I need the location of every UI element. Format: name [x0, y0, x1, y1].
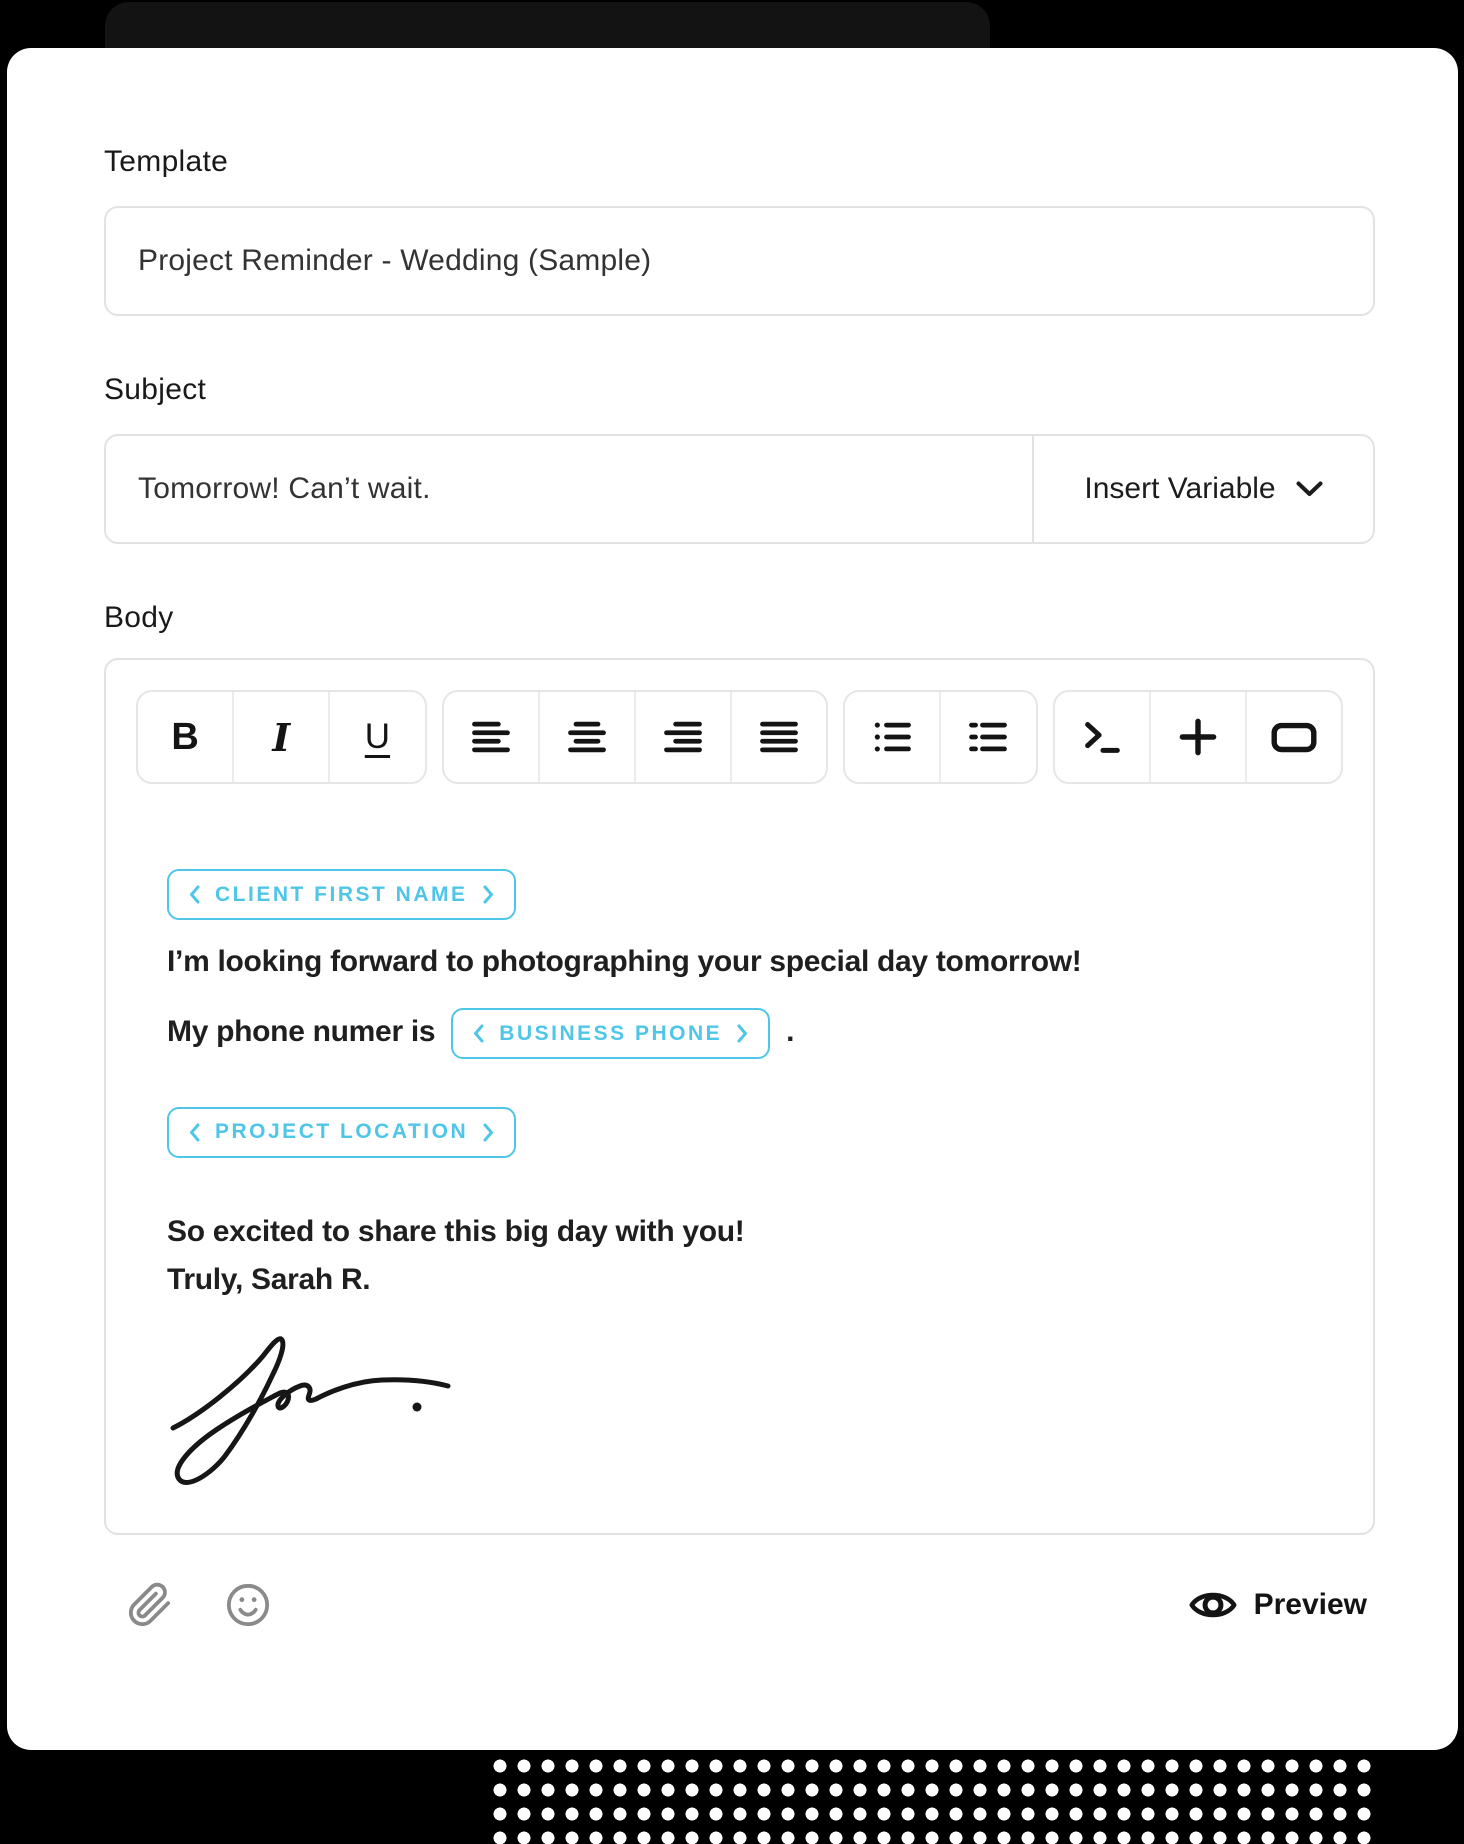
phone-period: . [786, 1015, 795, 1048]
emoji-button[interactable] [225, 1582, 271, 1628]
body-paragraph-phone [167, 1006, 1312, 1059]
chevron-left-icon [473, 1024, 484, 1043]
insert-variable-button[interactable] [1032, 436, 1373, 542]
email-template-card [7, 48, 1458, 1750]
button-embed-button[interactable] [1245, 692, 1341, 782]
editor-footer [104, 1580, 1375, 1630]
align-center-icon [565, 715, 609, 759]
list-group [843, 690, 1037, 784]
body-paragraph-intro: I’m looking forward to photographing your special day tomorrow! [167, 945, 1082, 978]
align-justify-icon [757, 715, 801, 759]
paperclip-icon [127, 1582, 173, 1628]
subject-input[interactable] [106, 436, 1032, 542]
editor-toolbar [136, 690, 1343, 784]
preview-label: Preview [1253, 1588, 1367, 1621]
smiley-icon [225, 1582, 271, 1628]
chevron-left-icon [189, 1123, 200, 1142]
editor-content[interactable] [106, 784, 1373, 1505]
template-input-value: Project Reminder - Wedding (Sample) [138, 244, 652, 277]
align-left-icon [469, 715, 513, 759]
body-paragraph-closing [167, 1208, 1312, 1304]
phone-text: My phone numer is [167, 1015, 436, 1048]
variable-chip-project-location[interactable] [167, 1107, 516, 1158]
template-input[interactable] [104, 206, 1375, 316]
align-center-button[interactable] [538, 692, 634, 782]
italic-button[interactable]: I [232, 692, 328, 782]
body-editor [104, 658, 1375, 1535]
chevron-right-icon [483, 885, 494, 904]
bullet-list-icon [870, 715, 914, 759]
align-justify-button[interactable] [730, 692, 826, 782]
chip-label: BUSINESS PHONE [499, 1021, 723, 1045]
body-label: Body [104, 601, 174, 634]
attach-file-button[interactable] [127, 1582, 173, 1628]
ordered-list-button[interactable] [939, 692, 1035, 782]
variable-chip-business-phone[interactable] [451, 1008, 770, 1059]
terminal-icon [1079, 714, 1125, 760]
subject-row [104, 434, 1375, 544]
text-style-group [136, 690, 427, 784]
ordered-list-icon [966, 715, 1010, 759]
chip-row [167, 1107, 1312, 1158]
insert-variable-label: Insert Variable [1084, 472, 1276, 505]
bullet-list-button[interactable] [845, 692, 939, 782]
align-right-icon [661, 715, 705, 759]
chevron-down-icon [1296, 481, 1323, 497]
closing-line-1: So excited to share this big day with you! [167, 1214, 745, 1248]
align-right-button[interactable] [634, 692, 730, 782]
preview-button[interactable] [1188, 1580, 1367, 1630]
insert-group [1053, 690, 1344, 784]
template-label: Template [104, 145, 229, 178]
underline-button[interactable]: U [328, 692, 424, 782]
subject-label: Subject [104, 373, 207, 406]
closing-line-2: Truly, Sarah R. [167, 1262, 371, 1296]
dot-pattern-decoration [488, 1754, 1376, 1844]
chevron-right-icon [737, 1024, 748, 1043]
chevron-left-icon [189, 885, 200, 904]
variable-chip-client-first-name[interactable] [167, 869, 516, 920]
subject-input-value: Tomorrow! Can’t wait. [138, 472, 431, 505]
chip-row [167, 869, 1312, 920]
bold-button[interactable]: B [171, 715, 199, 758]
align-left-button[interactable] [444, 692, 538, 782]
eye-icon [1188, 1580, 1238, 1630]
plus-icon [1173, 712, 1223, 762]
alignment-group [442, 690, 829, 784]
footer-attachments [127, 1582, 271, 1628]
code-block-button[interactable] [1055, 692, 1149, 782]
chevron-right-icon [483, 1123, 494, 1142]
chip-label: CLIENT FIRST NAME [215, 882, 468, 906]
chip-label: PROJECT LOCATION [215, 1120, 469, 1144]
add-element-button[interactable] [1149, 692, 1245, 782]
button-shape-icon [1269, 712, 1319, 762]
signature-image [167, 1330, 1312, 1505]
